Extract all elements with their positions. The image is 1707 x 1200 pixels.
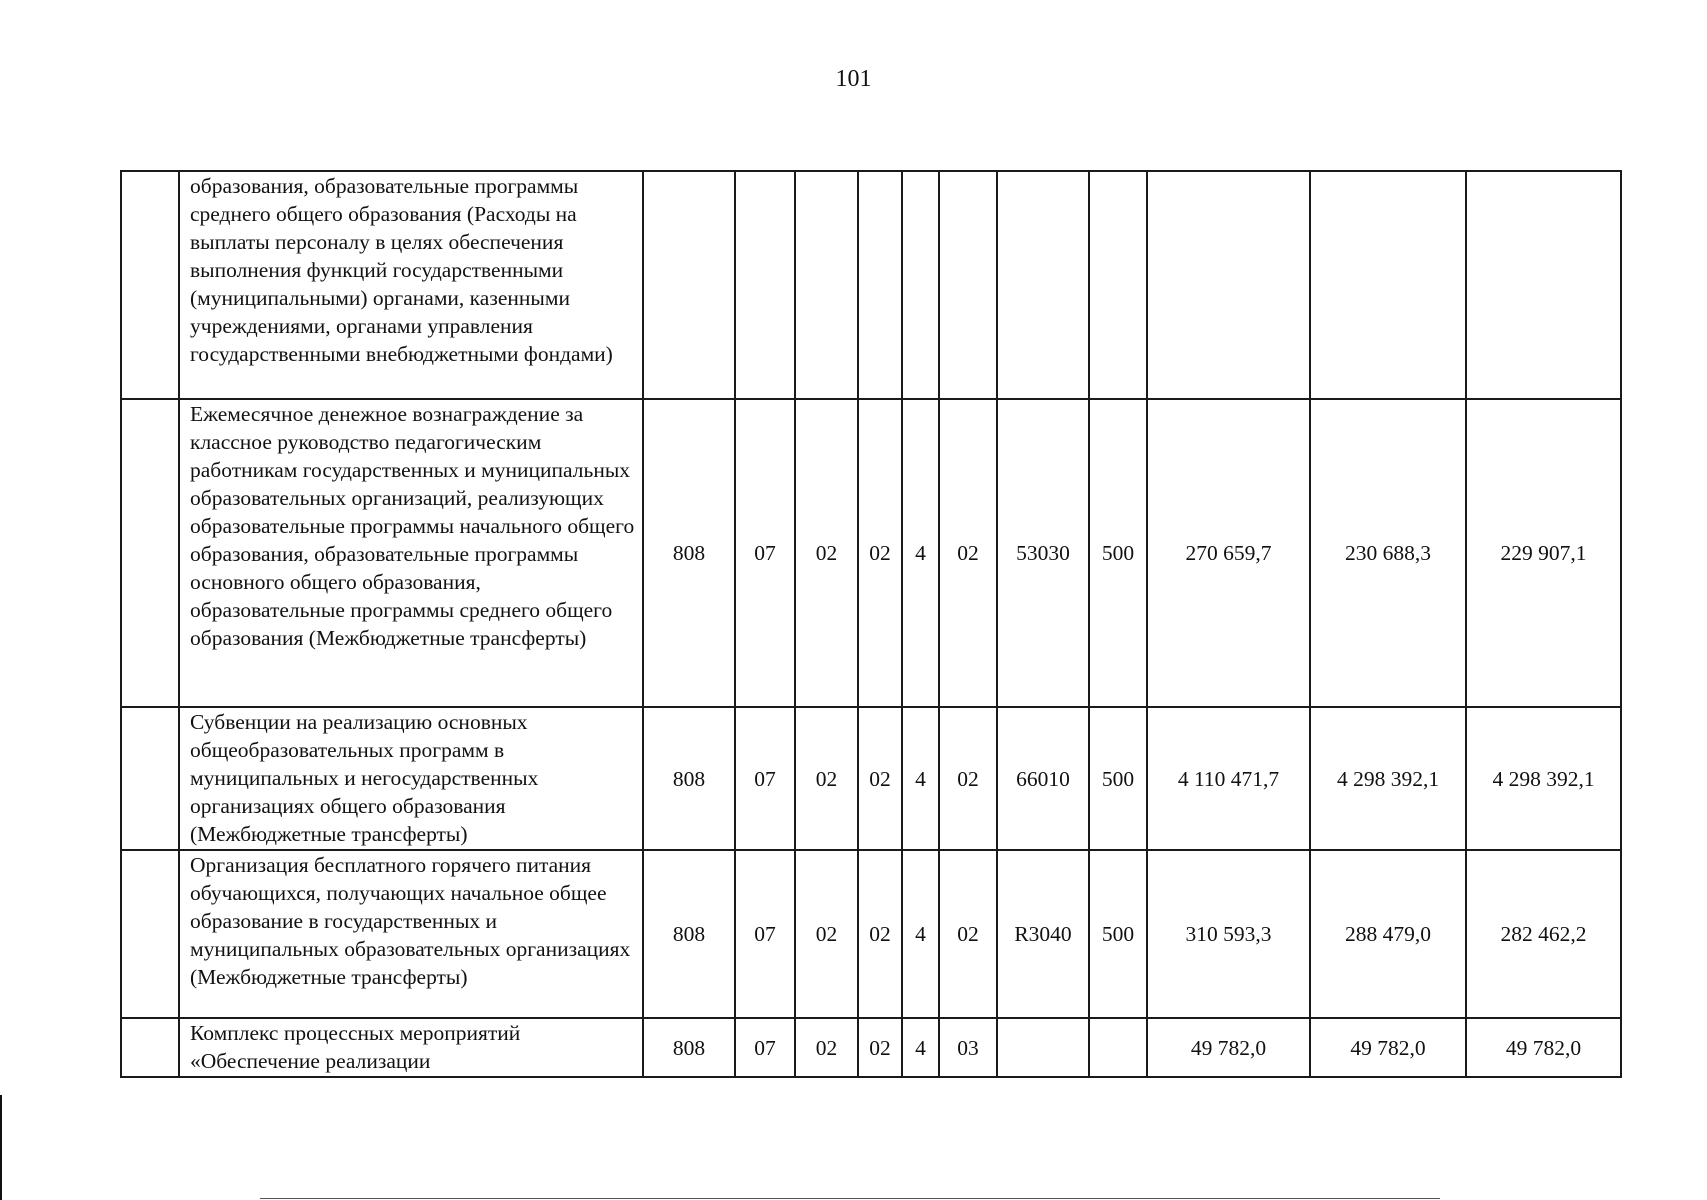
amount-year-2-cell: 49 782,0 [1310,1018,1466,1077]
ministry-code-cell: 808 [643,399,735,707]
program-code-cell: 02 [858,1018,902,1077]
amount-year-2-cell: 288 479,0 [1310,850,1466,1018]
row-index-cell [121,171,179,399]
expense-type-cell: 500 [1089,850,1147,1018]
amount-year-3-cell: 229 907,1 [1466,399,1621,707]
amount-year-1-cell: 4 110 471,7 [1147,707,1310,850]
amount-year-1-cell: 310 593,3 [1147,850,1310,1018]
section-code-cell: 07 [735,1018,795,1077]
amount-year-2-cell: 4 298 392,1 [1310,707,1466,850]
expense-type-cell: 500 [1089,399,1147,707]
program-code-cell: 02 [858,399,902,707]
subprogram-code-cell: 4 [902,707,939,850]
row-description: Субвенции на реализацию основных общеобразовательных программ в муниципальных и негосударственных организациях общего образования (Межбюджетные трансферты) [179,707,643,850]
activity-code-cell: 02 [939,399,997,707]
section-code-cell: 07 [735,707,795,850]
budget-table [120,170,1622,1078]
section-code-cell [735,171,795,399]
scan-edge-mark [0,1095,2,1200]
row-index-cell [121,707,179,850]
amount-year-3-cell: 49 782,0 [1466,1018,1621,1077]
row-description: образования, образовательные программы среднего общего образования (Расходы на выплаты персоналу в целях обеспечения выполнения функций государственными (муниципальными) органами, казенными учреждениями, органами управления государственными внебюджетными фондами) [179,171,643,399]
ministry-code-cell [643,171,735,399]
row-description: Организация бесплатного горячего питания обучающихся, получающих начальное общее образование в государственных и муниципальных образовательных организациях (Межбюджетные трансферты) [179,850,643,1018]
direction-code-cell [997,171,1089,399]
subprogram-code-cell: 4 [902,850,939,1018]
subsection-code-cell: 02 [795,707,858,850]
row-index-cell [121,1018,179,1077]
direction-code-cell: 66010 [997,707,1089,850]
subsection-code-cell: 02 [795,399,858,707]
amount-year-3-cell: 282 462,2 [1466,850,1621,1018]
program-code-cell: 02 [858,707,902,850]
ministry-code-cell: 808 [643,850,735,1018]
amount-year-1-cell [1147,171,1310,399]
section-code-cell: 07 [735,850,795,1018]
amount-year-3-cell [1466,171,1621,399]
ministry-code-cell: 808 [643,1018,735,1077]
table-row [121,171,1621,399]
direction-code-cell [997,1018,1089,1077]
table-row [121,1018,1621,1077]
expense-type-cell [1089,1018,1147,1077]
section-code-cell: 07 [735,399,795,707]
activity-code-cell: 02 [939,707,997,850]
direction-code-cell: R3040 [997,850,1089,1018]
program-code-cell [858,171,902,399]
row-description: Комплекс процессных мероприятий «Обеспечение реализации [179,1018,643,1077]
row-description: Ежемесячное денежное вознаграждение за классное руководство педагогическим работникам государственных и муниципальных образовательных организаций, реализующих образовательные программы начального общего образования, образовательные программы основного общего образования, образовательные программы среднего общего образования (Межбюджетные трансферты) [179,399,643,707]
table-row [121,707,1621,850]
amount-year-1-cell: 49 782,0 [1147,1018,1310,1077]
subprogram-code-cell: 4 [902,399,939,707]
subsection-code-cell: 02 [795,1018,858,1077]
amount-year-1-cell: 270 659,7 [1147,399,1310,707]
amount-year-3-cell: 4 298 392,1 [1466,707,1621,850]
expense-type-cell: 500 [1089,707,1147,850]
activity-code-cell [939,171,997,399]
page-number: 101 [835,66,872,92]
row-index-cell [121,399,179,707]
amount-year-2-cell: 230 688,3 [1310,399,1466,707]
subsection-code-cell [795,171,858,399]
row-index-cell [121,850,179,1018]
expense-type-cell [1089,171,1147,399]
subprogram-code-cell [902,171,939,399]
program-code-cell: 02 [858,850,902,1018]
bottom-divider-line [260,1198,1440,1199]
table-row [121,850,1621,1018]
amount-year-2-cell [1310,171,1466,399]
activity-code-cell: 03 [939,1018,997,1077]
subprogram-code-cell: 4 [902,1018,939,1077]
direction-code-cell: 53030 [997,399,1089,707]
activity-code-cell: 02 [939,850,997,1018]
ministry-code-cell: 808 [643,707,735,850]
subsection-code-cell: 02 [795,850,858,1018]
table-row [121,399,1621,707]
